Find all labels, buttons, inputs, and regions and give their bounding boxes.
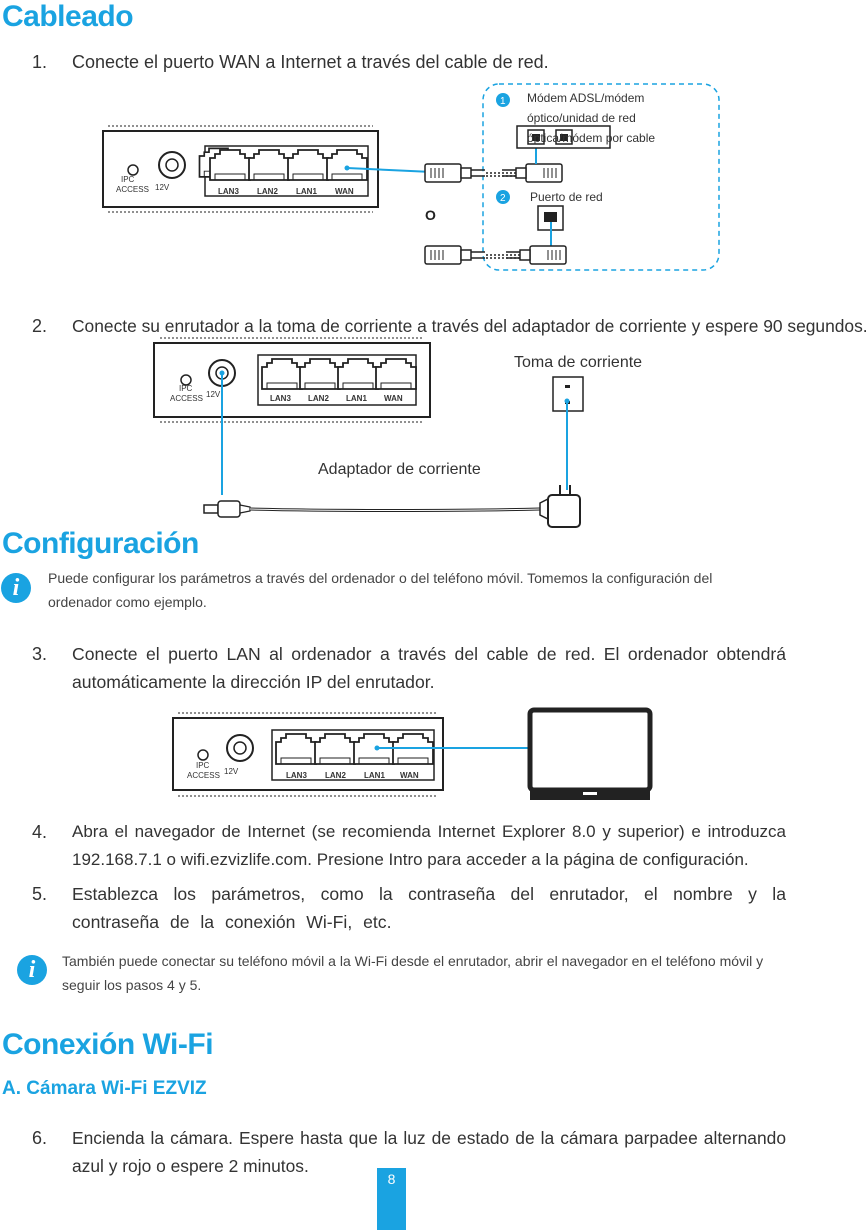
step-number: 1. [32,52,48,72]
note-config: Puede configurar los parámetros a través del ordenador o del teléfono móvil. Tomemos la configuración del ordenador como ejemplo. [48,570,713,610]
port-label-wan: WAN [335,187,354,196]
access-label: ACCESS [116,185,149,194]
step-4 [32,818,786,876]
ipc-label: IPC [121,175,135,184]
section-title-conexion: Conexión Wi-Fi [2,1028,214,1061]
port-label-wan: WAN [384,394,403,403]
or-label: O [425,207,436,223]
section-title-configuracion: Configuración [2,527,199,560]
port-label-lan2: LAN2 [308,394,329,403]
step-5 [32,880,786,938]
port-label-lan1: LAN1 [346,394,367,403]
subsection-title-camara: A. Cámara Wi-Fi EZVIZ [2,1078,207,1099]
step-number: 6. [32,1128,48,1148]
power-label: 12V [206,390,221,399]
access-label: ACCESS [170,394,203,403]
ipc-label: IPC [196,761,210,770]
port-label-lan2: LAN2 [257,187,278,196]
step-number: 4. [32,822,48,842]
port-label-lan2: LAN2 [325,771,346,780]
badge-2: 2 [500,193,506,204]
ipc-label: IPC [179,384,193,393]
port-label-lan3: LAN3 [218,187,239,196]
access-label: ACCESS [187,771,220,780]
info-icon: i [1,573,31,603]
step-number: 5. [32,884,48,904]
wall-port-label: Puerto de red [530,190,603,204]
adapter-label: Adaptador de corriente [318,461,481,478]
power-connection-diagram [0,335,786,535]
step-text: Abra el navegador de Internet (se recomienda Internet Explorer 8.0 y superior) e introduzca 192.168.7.1 o wifi.ezvizlife.com. Presione Intro para acceder a la página de configuración. [72,822,786,869]
step-6 [32,1124,786,1182]
step-text: Conecte el puerto WAN a Internet a través del cable de red. [72,52,549,72]
port-label-wan: WAN [400,771,419,780]
lan-connection-diagram [0,708,786,808]
step-text: Conecte su enrutador a la toma de corriente a través del adaptador de corriente y espere 90 segundos. [72,316,868,336]
outlet-label: Toma de corriente [514,354,643,371]
badge-1: 1 [500,96,506,107]
step-text: Encienda la cámara. Espere hasta que la luz de estado de la cámara parpadee alternando azul y rojo o espere 2 minutos. [72,1128,786,1176]
step-text: Establezca los parámetros, como la contraseña del enrutador, el nombre y la contraseña de la conexión Wi-Fi, etc. [72,884,786,932]
port-label-lan3: LAN3 [286,771,307,780]
page-number: 8 [377,1168,406,1230]
port-label-lan1: LAN1 [296,187,317,196]
info-icon: i [17,955,47,985]
modem-label: Módem ADSL/módem óptico/unidad de red óptica/módem por cable [527,91,656,145]
power-label: 12V [224,767,239,776]
step-text: Conecte el puerto LAN al ordenador a través del cable de red. El ordenador obtendrá automáticamente la dirección IP del enrutador. [72,644,786,692]
note-mobile: También puede conectar su teléfono móvil a la Wi-Fi desde el enrutador, abrir el navegador en el teléfono móvil y seguir los pasos 4 y 5. [62,953,764,993]
step-3 [32,640,786,700]
step-number: 2. [32,316,48,336]
port-label-lan3: LAN3 [270,394,291,403]
port-label-lan1: LAN1 [364,771,385,780]
step-number: 3. [32,644,48,664]
section-title-cableado: Cableado [2,0,134,33]
power-label: 12V [155,183,170,192]
